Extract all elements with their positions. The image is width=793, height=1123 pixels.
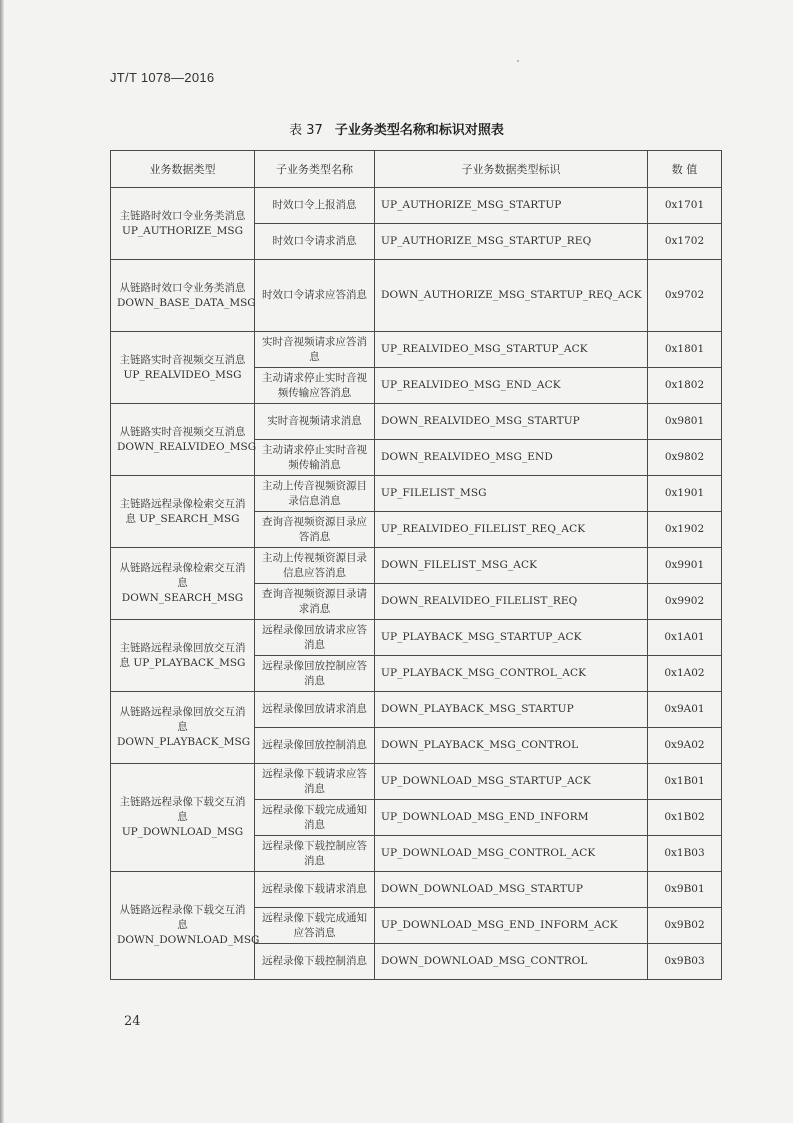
sub-type-id-cell: DOWN_PLAYBACK_MSG_CONTROL [375,728,648,764]
sub-type-name-cell: 远程录像下载控制应答消息 [255,836,375,872]
sub-type-name-cell: 远程录像回放控制应答消息 [255,656,375,692]
sub-type-name-cell: 远程录像下载完成通知消息 [255,800,375,836]
value-cell: 0x1A01 [648,620,722,656]
table-caption [0,119,793,138]
sub-type-name-cell: 查询音视频资源目录请求消息 [255,584,375,620]
table-row [111,476,722,512]
value-cell: 0x9902 [648,584,722,620]
business-data-type-cell: 从链路实时音视频交互消息 DOWN_REALVIDEO_MSG [111,404,255,476]
business-data-type-cell: 主链路远程录像检索交互消息 UP_SEARCH_MSG [111,476,255,548]
value-cell: 0x9B02 [648,908,722,944]
value-cell: 0x1B01 [648,764,722,800]
business-data-type-cell: 从链路远程录像下载交互消息 DOWN_DOWNLOAD_MSG [111,872,255,980]
sub-type-id-cell: UP_REALVIDEO_MSG_STARTUP_ACK [375,332,648,368]
table-number: 表 37 [289,123,323,138]
value-cell: 0x9A01 [648,692,722,728]
business-data-type-cell: 从链路时效口令业务类消息 DOWN_BASE_DATA_MSG [111,260,255,332]
sub-type-id-cell: UP_REALVIDEO_FILELIST_REQ_ACK [375,512,648,548]
sub-type-name-cell: 远程录像回放请求应答消息 [255,620,375,656]
table-row [111,332,722,368]
value-cell: 0x9B01 [648,872,722,908]
sub-type-name-cell: 时效口令上报消息 [255,188,375,224]
sub-type-name-cell: 远程录像回放请求消息 [255,692,375,728]
value-cell: 0x1801 [648,332,722,368]
sub-type-id-cell: UP_REALVIDEO_MSG_END_ACK [375,368,648,404]
sub-type-id-cell: UP_AUTHORIZE_MSG_STARTUP [375,188,648,224]
page-number: 24 [124,1014,141,1029]
sub-type-id-cell: UP_DOWNLOAD_MSG_STARTUP_ACK [375,764,648,800]
business-data-type-cell: 从链路远程录像回放交互消息 DOWN_PLAYBACK_MSG [111,692,255,764]
business-data-type-cell: 从链路远程录像检索交互消息 DOWN_SEARCH_MSG [111,548,255,620]
sub-type-id-cell: UP_FILELIST_MSG [375,476,648,512]
sub-type-name-cell: 远程录像下载请求应答消息 [255,764,375,800]
sub-type-name-cell: 实时音视频请求应答消息 [255,332,375,368]
table-body [111,188,722,980]
value-cell: 0x9702 [648,260,722,332]
header-sub-type-name: 子业务类型名称 [255,151,375,188]
sub-type-name-cell: 远程录像下载完成通知应答消息 [255,908,375,944]
table-row [111,620,722,656]
value-cell: 0x9901 [648,548,722,584]
sub-type-id-cell: DOWN_FILELIST_MSG_ACK [375,548,648,584]
sub-type-name-cell: 远程录像下载请求消息 [255,872,375,908]
table-row [111,692,722,728]
sub-type-id-cell: DOWN_DOWNLOAD_MSG_CONTROL [375,944,648,980]
value-cell: 0x1901 [648,476,722,512]
sub-type-name-cell: 远程录像回放控制消息 [255,728,375,764]
header-data-type: 业务数据类型 [111,151,255,188]
table-header-row [111,151,722,188]
value-cell: 0x1902 [648,512,722,548]
sub-type-id-cell: UP_DOWNLOAD_MSG_END_INFORM [375,800,648,836]
table-row [111,404,722,440]
sub-type-id-cell: DOWN_PLAYBACK_MSG_STARTUP [375,692,648,728]
sub-type-id-cell: DOWN_DOWNLOAD_MSG_STARTUP [375,872,648,908]
page-edge-shadow [0,0,4,1123]
sub-type-id-cell: UP_PLAYBACK_MSG_CONTROL_ACK [375,656,648,692]
sub-type-id-cell: DOWN_REALVIDEO_MSG_STARTUP [375,404,648,440]
sub-type-name-cell: 实时音视频请求消息 [255,404,375,440]
value-cell: 0x1802 [648,368,722,404]
sub-type-name-cell: 主动上传音视频资源目录信息消息 [255,476,375,512]
sub-type-name-cell: 时效口令请求消息 [255,224,375,260]
sub-type-id-cell: UP_DOWNLOAD_MSG_CONTROL_ACK [375,836,648,872]
sub-type-id-cell: DOWN_REALVIDEO_MSG_END [375,440,648,476]
value-cell: 0x1701 [648,188,722,224]
sub-type-name-cell: 主动上传视频资源目录信息应答消息 [255,548,375,584]
header-sub-type-id: 子业务数据类型标识 [375,151,648,188]
sub-type-id-cell: UP_AUTHORIZE_MSG_STARTUP_REQ [375,224,648,260]
value-cell: 0x9801 [648,404,722,440]
business-data-type-cell: 主链路远程录像回放交互消息 UP_PLAYBACK_MSG [111,620,255,692]
business-data-type-cell: 主链路时效口令业务类消息 UP_AUTHORIZE_MSG [111,188,255,260]
sub-type-id-cell: DOWN_AUTHORIZE_MSG_STARTUP_REQ_ACK [375,260,648,332]
business-data-type-cell: 主链路实时音视频交互消息 UP_REALVIDEO_MSG [111,332,255,404]
header-value: 数 值 [648,151,722,188]
value-cell: 0x1B02 [648,800,722,836]
standard-code: JT/T 1078—2016 [110,70,215,85]
business-data-type-cell: 主链路远程录像下载交互消息 UP_DOWNLOAD_MSG [111,764,255,872]
sub-type-id-cell: DOWN_REALVIDEO_FILELIST_REQ [375,584,648,620]
sub-type-name-cell: 查询音视频资源目录应答消息 [255,512,375,548]
value-cell: 0x9802 [648,440,722,476]
sub-type-name-cell: 主动请求停止实时音视频传输消息 [255,440,375,476]
sub-type-name-cell: 主动请求停止实时音视频传输应答消息 [255,368,375,404]
sub-type-name-cell: 远程录像下载控制消息 [255,944,375,980]
sub-type-id-cell: UP_PLAYBACK_MSG_STARTUP_ACK [375,620,648,656]
table-row [111,872,722,908]
value-cell: 0x1B03 [648,836,722,872]
sub-type-name-cell: 时效口令请求应答消息 [255,260,375,332]
value-cell: 0x9B03 [648,944,722,980]
value-cell: 0x1702 [648,224,722,260]
table-title: 子业务类型名称和标识对照表 [334,123,504,138]
table-row [111,188,722,224]
value-cell: 0x1A02 [648,656,722,692]
table-row [111,260,722,332]
sub-type-id-cell: UP_DOWNLOAD_MSG_END_INFORM_ACK [375,908,648,944]
table-row [111,548,722,584]
value-cell: 0x9A02 [648,728,722,764]
table-row [111,764,722,800]
mapping-table [110,150,722,980]
scan-speck [517,60,519,62]
